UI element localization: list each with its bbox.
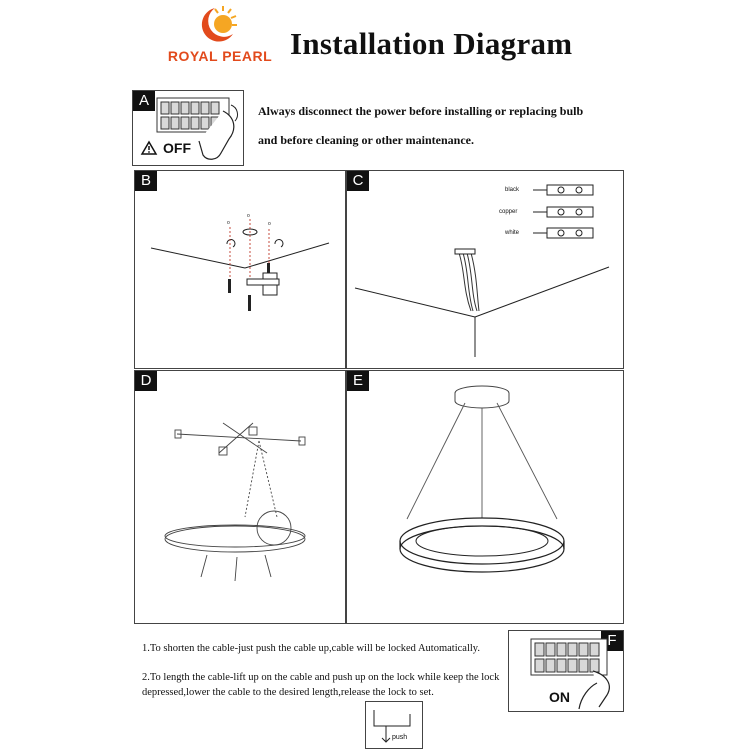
royal-pearl-logo-icon: [193, 4, 239, 44]
warning-line-2: and before cleaning or other maintenance.: [258, 133, 474, 147]
fixture-assembly-illustration: [135, 371, 345, 623]
wire-label-copper: copper: [499, 209, 518, 215]
installed-ring-pendant-illustration: [347, 371, 623, 623]
instruction-note-1: 1.To shorten the cable-just push the cable up,cable will be locked Automatically.: [142, 643, 480, 654]
page-title: Installation Diagram: [290, 26, 573, 61]
panel-f: [508, 630, 624, 712]
instruction-note-2-line-1: 2.To length the cable-lift up on the cable and push up on the lock while keep the lock: [142, 672, 500, 683]
panel-b: [134, 170, 346, 369]
panel-f-badge: F: [601, 631, 623, 651]
cable-lock-detail: [365, 701, 423, 749]
wire-label-white: white: [505, 230, 520, 236]
wire-label-black: black: [505, 187, 520, 193]
warning-line-1: Always disconnect the power before installing or replacing bulb: [258, 104, 584, 118]
wire-connection-illustration: [347, 171, 623, 368]
svg-text:o: o: [247, 213, 250, 219]
svg-text:o: o: [268, 221, 271, 227]
panel-a: [132, 90, 244, 166]
panel-c-badge: C: [347, 171, 369, 191]
instruction-note-2-line-2: depressed,lower the cable to the desired length,release the lock to set.: [142, 687, 434, 698]
panel-a-badge: A: [133, 91, 155, 111]
switch-on-label: ON: [549, 689, 570, 705]
panel-b-badge: B: [135, 171, 157, 191]
safety-warning: [258, 97, 628, 155]
switch-off-label: OFF: [163, 140, 191, 156]
warning-triangle-icon: [141, 141, 157, 155]
panel-e: [346, 370, 624, 624]
ceiling-bracket-mounting-illustration: [135, 171, 345, 368]
panel-d-badge: D: [135, 371, 157, 391]
push-label: push: [392, 734, 408, 741]
panel-d: [134, 370, 346, 624]
brand-name: ROYAL PEARL: [167, 48, 273, 64]
panel-c: [346, 170, 624, 369]
panel-e-badge: E: [347, 371, 369, 391]
svg-text:o: o: [227, 220, 230, 226]
cable-lock-icon: [366, 702, 422, 748]
